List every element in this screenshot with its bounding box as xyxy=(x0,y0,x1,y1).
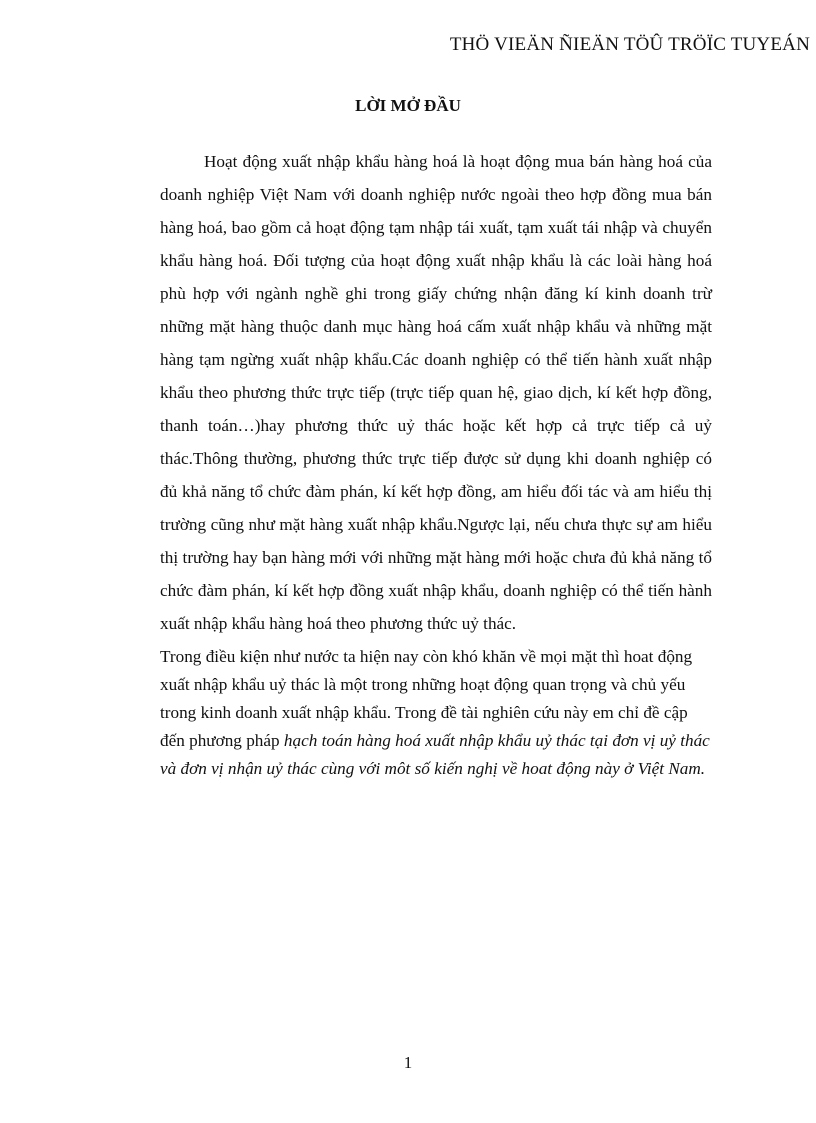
document-title: LỜI MỞ ĐẦU xyxy=(355,96,461,115)
paragraph-2 xyxy=(160,643,712,783)
paragraph-2-italic: hạch toán hàng hoá xuất nhập khẩu uỷ thác tại đơn vị uỷ thác và đơn vị nhận uỷ thác cùng với môt số kiến nghị về hoat động này ở Việt Nam. xyxy=(160,731,710,778)
paragraph-2-text: Trong điều kiện như nước ta hiện nay còn khó khăn về mọi mặt thì hoat động xuất nhập khẩu uỷ thác là một trong những hoạt động quan trọng và chủ yếu trong kinh doanh xuất nhập khẩu. Trong đề tài nghiên cứu này em chỉ đề cập đến phương pháp xyxy=(160,647,693,750)
paragraph-1: Hoạt động xuất nhập khẩu hàng hoá là hoạt động mua bán hàng hoá của doanh nghiệp Việt Nam với doanh nghiệp nước ngoài theo hợp đồng mua bán hàng hoá, bao gồm cả hoạt động tạm nhập tái xuất, tạm xuất tái nhập và chuyển khẩu hàng hoá. Đối tượng của hoạt động xuất nhập khẩu là các loài hàng hoá phù hợp với ngành nghề ghi trong giấy chứng nhận đăng kí kinh doanh trừ những mặt hàng thuộc danh mục hàng hoá cấm xuất nhập khẩu và những mặt hàng tạm ngừng xuất nhập khẩu.Các doanh nghiệp có thể tiến hành xuất nhập khẩu theo phương thức trực tiếp (trực tiếp quan hệ, giao dịch, kí kết hợp đồng, thanh toán…)hay phương thức uỷ thác hoặc kết hợp cả trực tiếp cả uỷ thác.Thông thường, phương thức trực tiếp được sử dụng khi doanh nghiệp có đủ khả năng tổ chức đàm phán, kí kết hợp đồng, am hiểu đối tác và am hiểu thị trường cũng như mặt hàng xuất nhập khẩu.Ngược lại, nếu chưa thực sự am hiểu thị trường hay bạn hàng mới với những mặt hàng mới hoặc chưa đủ khả năng tổ chức đàm phán, kí kết hợp đồng xuất nhập khẩu, doanh nghiệp có thể tiến hành xuất nhập khẩu hàng hoá theo phương thức uỷ thác. xyxy=(160,152,712,633)
page-number: 1 xyxy=(403,1053,413,1072)
document-body xyxy=(160,145,712,783)
page-header: THÖ VIEÄN ÑIEÄN TÖÛ TRÖÏC TUYEÁN xyxy=(449,34,810,55)
